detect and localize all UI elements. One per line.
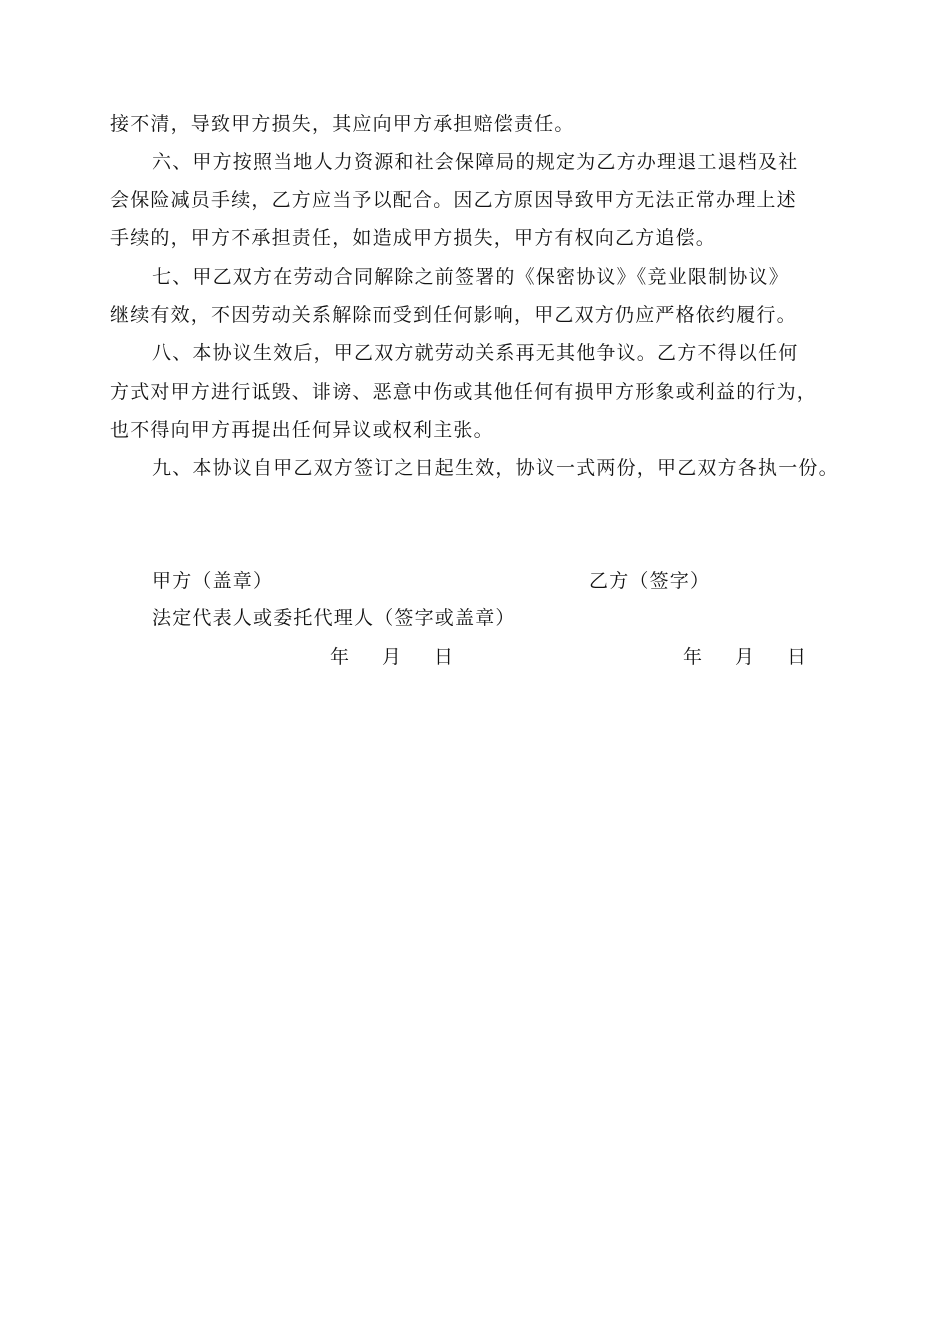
- representative-label: 法定代表人或委托代理人（签字或盖章）: [152, 607, 516, 629]
- paragraph-line: 手续的，甲方不承担责任，如造成甲方损失，甲方有权向乙方追偿。: [110, 227, 717, 249]
- paragraph-line: 继续有效，不因劳动关系解除而受到任何影响，甲乙双方仍应严格依约履行。: [110, 304, 797, 326]
- party-a-date: [330, 645, 470, 669]
- party-a-label: 甲方（盖章）: [152, 570, 274, 592]
- clause-six-line: 六、甲方按照当地人力资源和社会保障局的规定为乙方办理退工退档及社: [152, 151, 799, 173]
- year-label: 年: [683, 646, 703, 668]
- day-label: 日: [787, 646, 807, 668]
- month-label: 月: [382, 646, 402, 668]
- clause-nine-line: 九、本协议自甲乙双方签订之日起生效，协议一式两份，甲乙双方各执一份。: [152, 457, 839, 479]
- paragraph-line: 也不得向甲方再提出任何异议或权利主张。: [110, 419, 494, 441]
- paragraph-line: 会保险减员手续，乙方应当予以配合。因乙方原因导致甲方无法正常办理上述: [110, 189, 797, 211]
- paragraph-line: 方式对甲方进行诋毁、诽谤、恶意中伤或其他任何有损甲方形象或利益的行为，: [110, 381, 818, 403]
- clause-seven-line: 七、甲乙双方在劳动合同解除之前签署的《保密协议》《竞业限制协议》: [152, 266, 789, 288]
- month-label: 月: [735, 646, 755, 668]
- day-label: 日: [434, 646, 454, 668]
- party-b-label: 乙方（签字）: [589, 570, 711, 592]
- year-label: 年: [330, 646, 350, 668]
- paragraph-line: 接不清，导致甲方损失，其应向甲方承担赔偿责任。: [110, 113, 575, 135]
- clause-eight-line: 八、本协议生效后，甲乙双方就劳动关系再无其他争议。乙方不得以任何: [152, 342, 799, 364]
- party-b-date: [683, 645, 823, 669]
